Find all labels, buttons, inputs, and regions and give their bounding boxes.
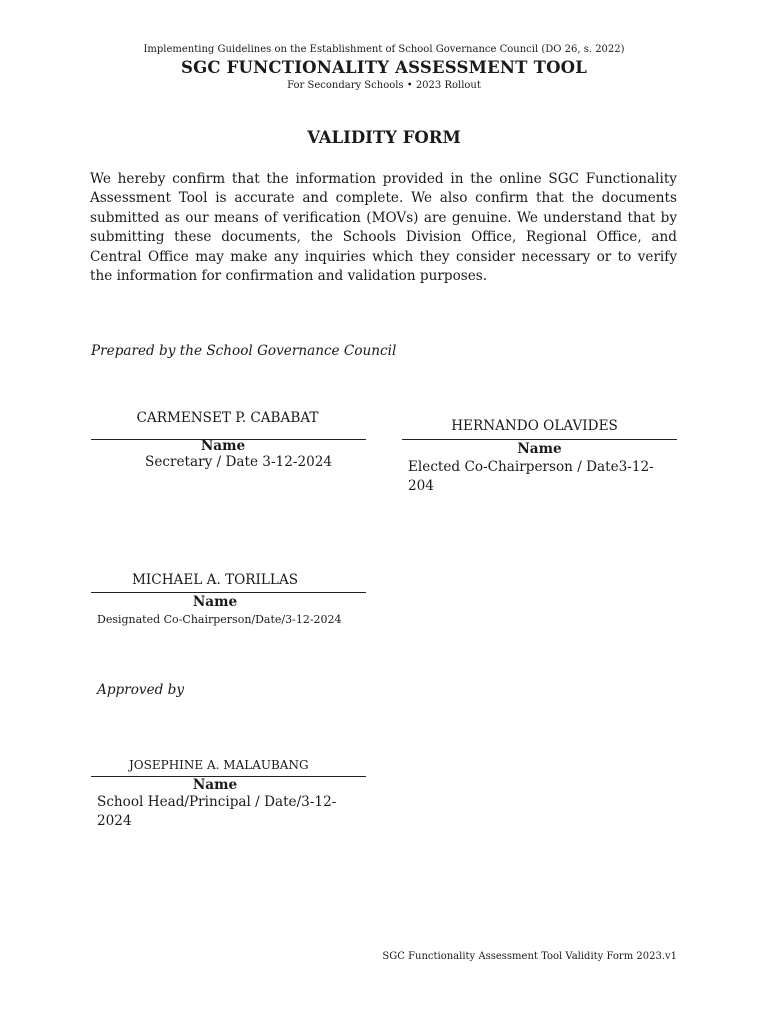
signatory-elected-co-chair (402, 418, 677, 496)
signatory-school-head (91, 758, 366, 831)
signature-line (402, 439, 677, 440)
signatory-role: Designated Co-Chairperson/Date/3-12-2024 (97, 613, 342, 626)
signatory-name: JOSEPHINE A. MALAUBANG (129, 758, 309, 772)
signature-line (91, 592, 366, 593)
approved-by-label: Approved by (97, 682, 185, 698)
signatory-name: HERNANDO OLAVIDES (451, 418, 618, 434)
signatory-name: CARMENSET P. CABABAT (136, 410, 319, 426)
confirmation-paragraph: We hereby confirm that the information provided in the online SGC Functionality Assessment Tool is accurate and complete. We also confirm that the documents submitted as our means of verification (MOVs) are genuine. We understand that by submitting these documents, the Schools Division Office, Regional Office, and Central Office may make any inquiries which they consider necessary or to verify the information for confirmation and validation purposes. (90, 171, 677, 285)
signatory-role (91, 793, 366, 831)
signatory-role-line: School Head/Principal / Date/3-12- (97, 794, 337, 810)
signatory-role-line: 2024 (97, 813, 132, 829)
form-title: VALIDITY FORM (307, 128, 461, 147)
header-title: SGC FUNCTIONALITY ASSESSMENT TOOL (180, 58, 588, 77)
name-label: Name (192, 777, 238, 793)
signatory-secretary (91, 410, 366, 472)
signatory-role (402, 458, 677, 496)
signatory-designated-co-chair (91, 572, 366, 626)
name-label: Name (200, 438, 246, 454)
name-label: Name (517, 441, 562, 457)
signatory-role: Secretary / Date 3-12-2024 (145, 454, 333, 470)
signatory-role-line: Elected Co-Chairperson / Date3-12- (408, 459, 654, 475)
signatory-role-line: 204 (408, 478, 434, 494)
name-label: Name (192, 594, 238, 610)
footer-version: SGC Functionality Assessment Tool Validity Form 2023.v1 (382, 951, 677, 962)
signatory-name: MICHAEL A. TORILLAS (132, 572, 299, 588)
header-guidelines: Implementing Guidelines on the Establishment of School Governance Council (DO 26, s. 2022) (143, 44, 625, 55)
header-subtitle: For Secondary Schools • 2023 Rollout (287, 80, 481, 91)
prepared-by-label: Prepared by the School Governance Council (91, 343, 397, 359)
